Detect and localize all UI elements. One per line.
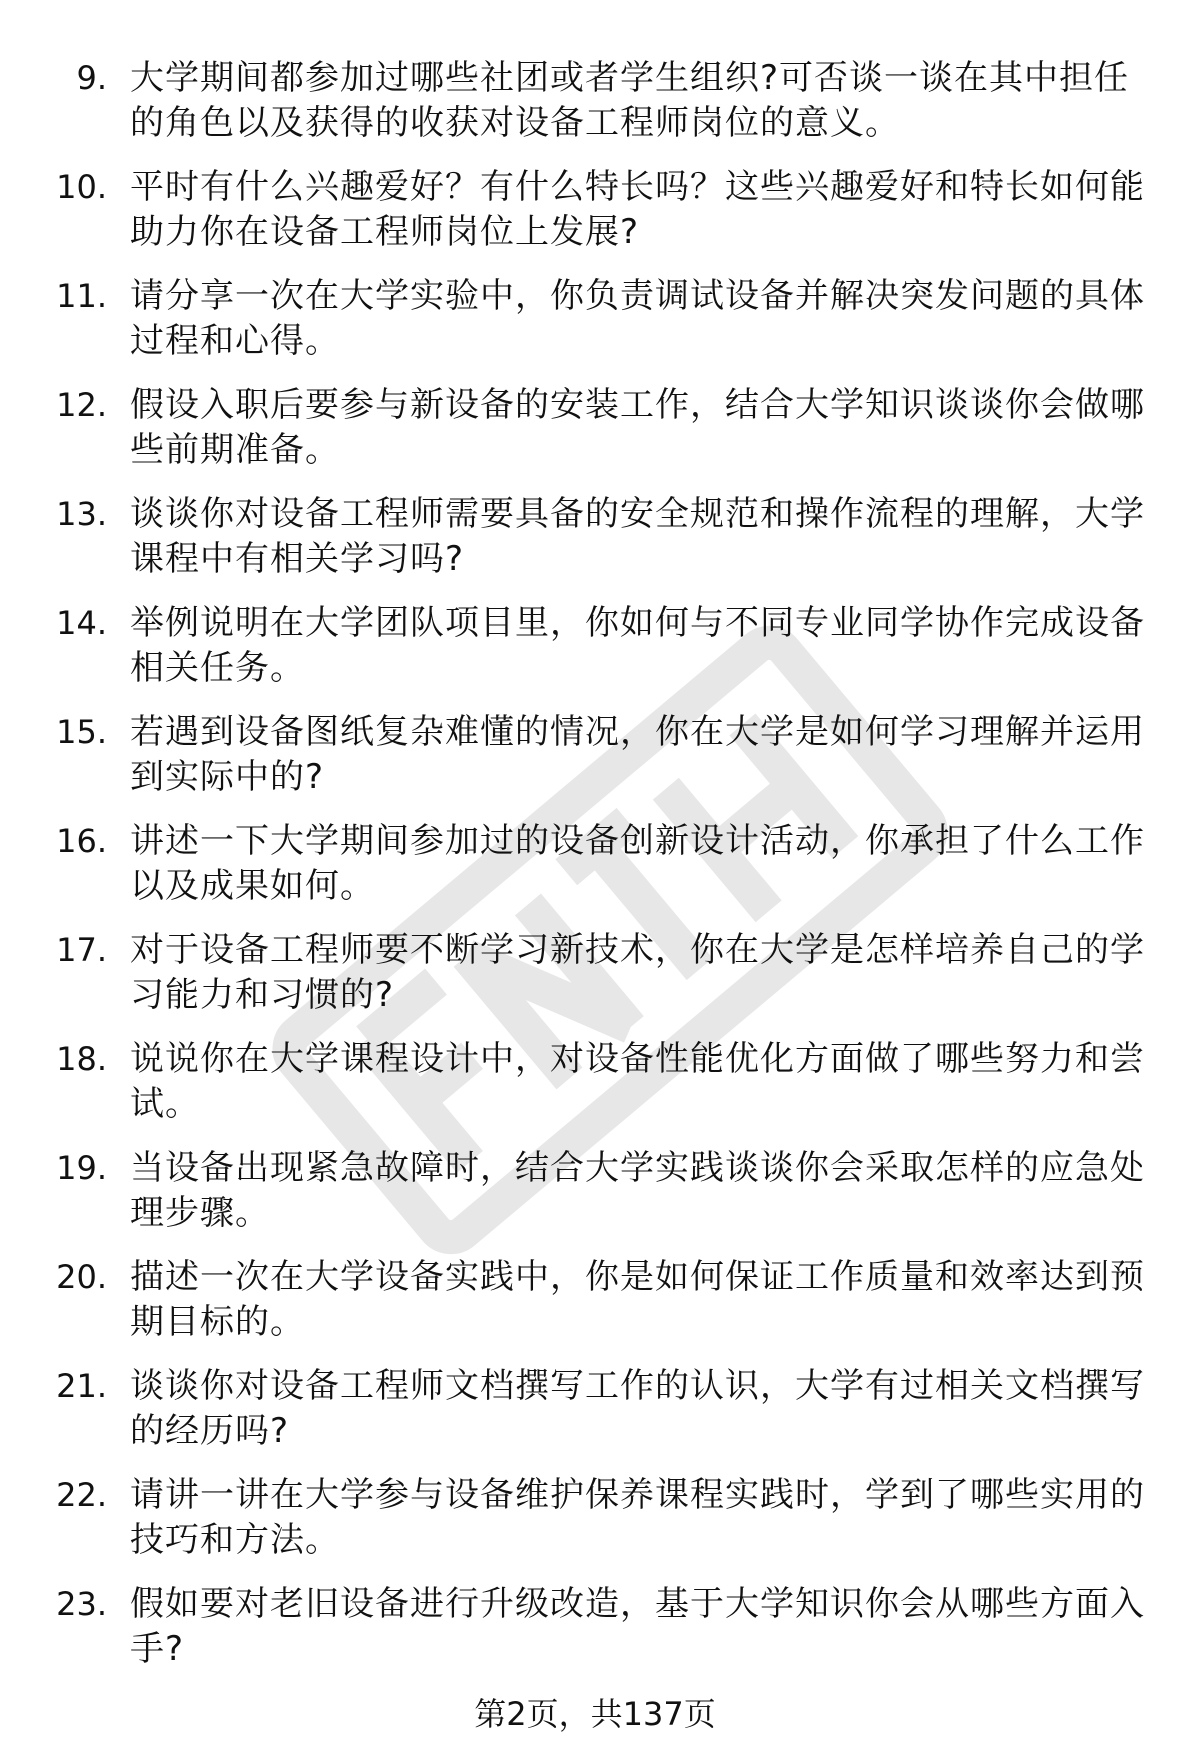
question-text: 讲述一下大学期间参加过的设备创新设计活动，你承担了什么工作以及成果如何。 — [130, 821, 1145, 906]
question-text: 请讲一讲在大学参与设备维护保养课程实践时，学到了哪些实用的技巧和方法。 — [130, 1475, 1145, 1560]
question-text: 大学期间都参加过哪些社团或者学生组织?可否谈一谈在其中担任的角色以及获得的收获对设备工程师岗位的意义。 — [130, 58, 1130, 143]
question-text: 若遇到设备图纸复杂难懂的情况，你在大学是如何学习理解并运用到实际中的? — [130, 712, 1145, 797]
question-number: 10. — [56, 168, 107, 206]
question-text: 平时有什么兴趣爱好？有什么特长吗？这些兴趣爱好和特长如何能助力你在设备工程师岗位上发展? — [130, 167, 1145, 252]
question-text: 谈谈你对设备工程师需要具备的安全规范和操作流程的理解，大学课程中有相关学习吗? — [130, 494, 1145, 579]
list-item — [0, 706, 1190, 815]
question-number: 12. — [56, 386, 107, 424]
question-number: 9. — [76, 59, 107, 97]
question-text: 举例说明在大学团队项目里，你如何与不同专业同学协作完成设备相关任务。 — [130, 603, 1145, 688]
question-number: 23. — [56, 1585, 107, 1623]
question-number: 22. — [56, 1476, 107, 1514]
question-number: 14. — [56, 604, 107, 642]
question-text: 当设备出现紧急故障时，结合大学实践谈谈你会采取怎样的应急处理步骤。 — [130, 1148, 1145, 1233]
list-item — [0, 270, 1190, 379]
list-item — [0, 1251, 1190, 1360]
list-item — [0, 488, 1190, 597]
list-item — [0, 1142, 1190, 1251]
question-text: 请分享一次在大学实验中，你负责调试设备并解决突发问题的具体过程和心得。 — [130, 276, 1145, 361]
question-text: 谈谈你对设备工程师文档撰写工作的认识，大学有过相关文档撰写的经历吗? — [130, 1366, 1145, 1451]
page-number: 第2页，共137页 — [474, 1695, 716, 1733]
question-text: 描述一次在大学设备实践中，你是如何保证工作质量和效率达到预期目标的。 — [130, 1257, 1145, 1342]
question-text: 假设入职后要参与新设备的安装工作，结合大学知识谈谈你会做哪些前期准备。 — [130, 385, 1145, 470]
question-number: 18. — [56, 1040, 107, 1078]
list-item — [0, 1033, 1190, 1142]
question-number: 17. — [56, 931, 107, 969]
question-number: 19. — [56, 1149, 107, 1187]
list-item — [0, 815, 1190, 924]
question-number: 20. — [56, 1258, 107, 1296]
question-text: 说说你在大学课程设计中，对设备性能优化方面做了哪些努力和尝试。 — [130, 1039, 1145, 1124]
question-text: 对于设备工程师要不断学习新技术，你在大学是怎样培养自己的学习能力和习惯的? — [130, 930, 1145, 1015]
question-number: 21. — [56, 1367, 107, 1405]
list-item — [0, 1469, 1190, 1578]
question-number: 15. — [56, 713, 107, 751]
question-number: 11. — [56, 277, 107, 315]
list-item — [0, 1360, 1190, 1469]
list-item — [0, 379, 1190, 488]
list-item — [0, 52, 1190, 161]
list-item — [0, 924, 1190, 1033]
list-item — [0, 1578, 1190, 1687]
question-text: 假如要对老旧设备进行升级改造，基于大学知识你会从哪些方面入手? — [130, 1584, 1145, 1669]
question-number: 13. — [56, 495, 107, 533]
list-item — [0, 597, 1190, 706]
question-number: 16. — [56, 822, 107, 860]
list-item — [0, 161, 1190, 270]
question-list — [0, 52, 1190, 1687]
